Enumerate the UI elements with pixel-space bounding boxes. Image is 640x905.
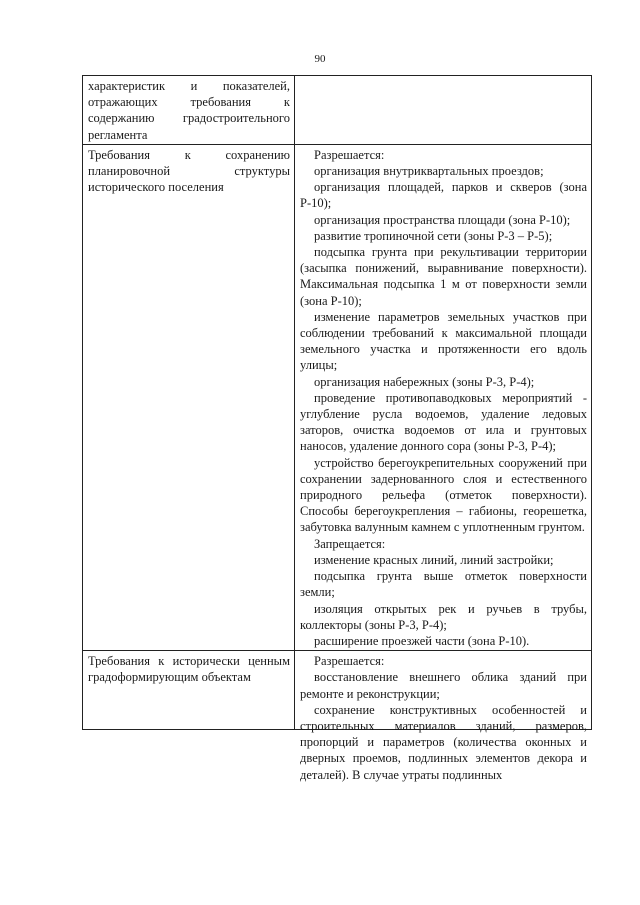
paragraph: проведение противопаводковых мероприятий - углубление русла водоемов, удаление ледовых заторов, очистка водоемов от ила и грунтовых наносов, удаление донного сора (зоны Р-3, Р-4); xyxy=(300,390,587,454)
row-title: характеристик и показателей, отражающих требования к содержанию градостроительного регламента xyxy=(83,76,295,145)
paragraph: развитие тропиночной сети (зоны Р-3 – Р-5); xyxy=(314,228,553,243)
paragraph: организация пространства площади (зона Р-10); xyxy=(314,212,571,227)
paragraph: изоляция открытых рек и ручьев в трубы, коллекторы (зоны Р-3, Р-4); xyxy=(300,601,587,632)
table-row xyxy=(83,76,592,145)
paragraph: Запрещается: xyxy=(314,536,386,551)
paragraph: подсыпка грунта выше отметок поверхности земли; xyxy=(300,569,587,600)
paragraph: восстановление внешнего облика зданий при ремонте и реконструкции; xyxy=(300,670,587,701)
paragraph: изменение красных линий, линий застройки; xyxy=(314,552,554,567)
paragraph: Разрешается: xyxy=(314,147,385,162)
paragraph: организация площадей, парков и скверов (зона Р-10); xyxy=(300,180,587,211)
row-content xyxy=(295,651,592,782)
regulations-table xyxy=(82,75,592,782)
row-title: Требования к исторически ценным градоформирующим объектам xyxy=(83,651,295,730)
paragraph: расширение проезжей части (зона Р-10). xyxy=(314,633,530,648)
table-row xyxy=(83,651,592,730)
row-title: Требования к сохранению планировочной структуры исторического поселения xyxy=(83,144,295,650)
row-content-clip xyxy=(300,653,587,782)
paragraph: организация набережных (зоны Р-3, Р-4); xyxy=(314,374,535,389)
table-row xyxy=(83,144,592,650)
paragraph: сохранение конструктивных особенностей и строительных материалов зданий, размеров, пропорций и параметров (количества оконных и дверных проемов, подлинных элементов декора и деталей). В случае утраты подлинных xyxy=(300,702,587,782)
row-content xyxy=(295,76,592,145)
page-number: 90 xyxy=(314,53,326,65)
row-content xyxy=(295,144,592,650)
paragraph: подсыпка грунта при рекультивации территории (засыпка понижений, выравнивание поверхности). Максимальная подсыпка 1 м от поверхности земли (зона Р-10); xyxy=(300,245,587,308)
paragraph: организация внутриквартальных проездов; xyxy=(314,164,544,179)
paragraph: изменение параметров земельных участков при соблюдении требований к максимальной площади земельного участка и протяженности его вдоль улицы; xyxy=(300,309,587,373)
paragraph: Разрешается: xyxy=(314,654,385,669)
paragraph: устройство берегоукрепительных сооружений при сохранении задернованного слоя и естественного природного рельефа (отметок поверхности). Способы берегоукрепления – габионы, георешетка, забутовка валунным камнем с уплотненным грунтом. xyxy=(300,455,587,535)
